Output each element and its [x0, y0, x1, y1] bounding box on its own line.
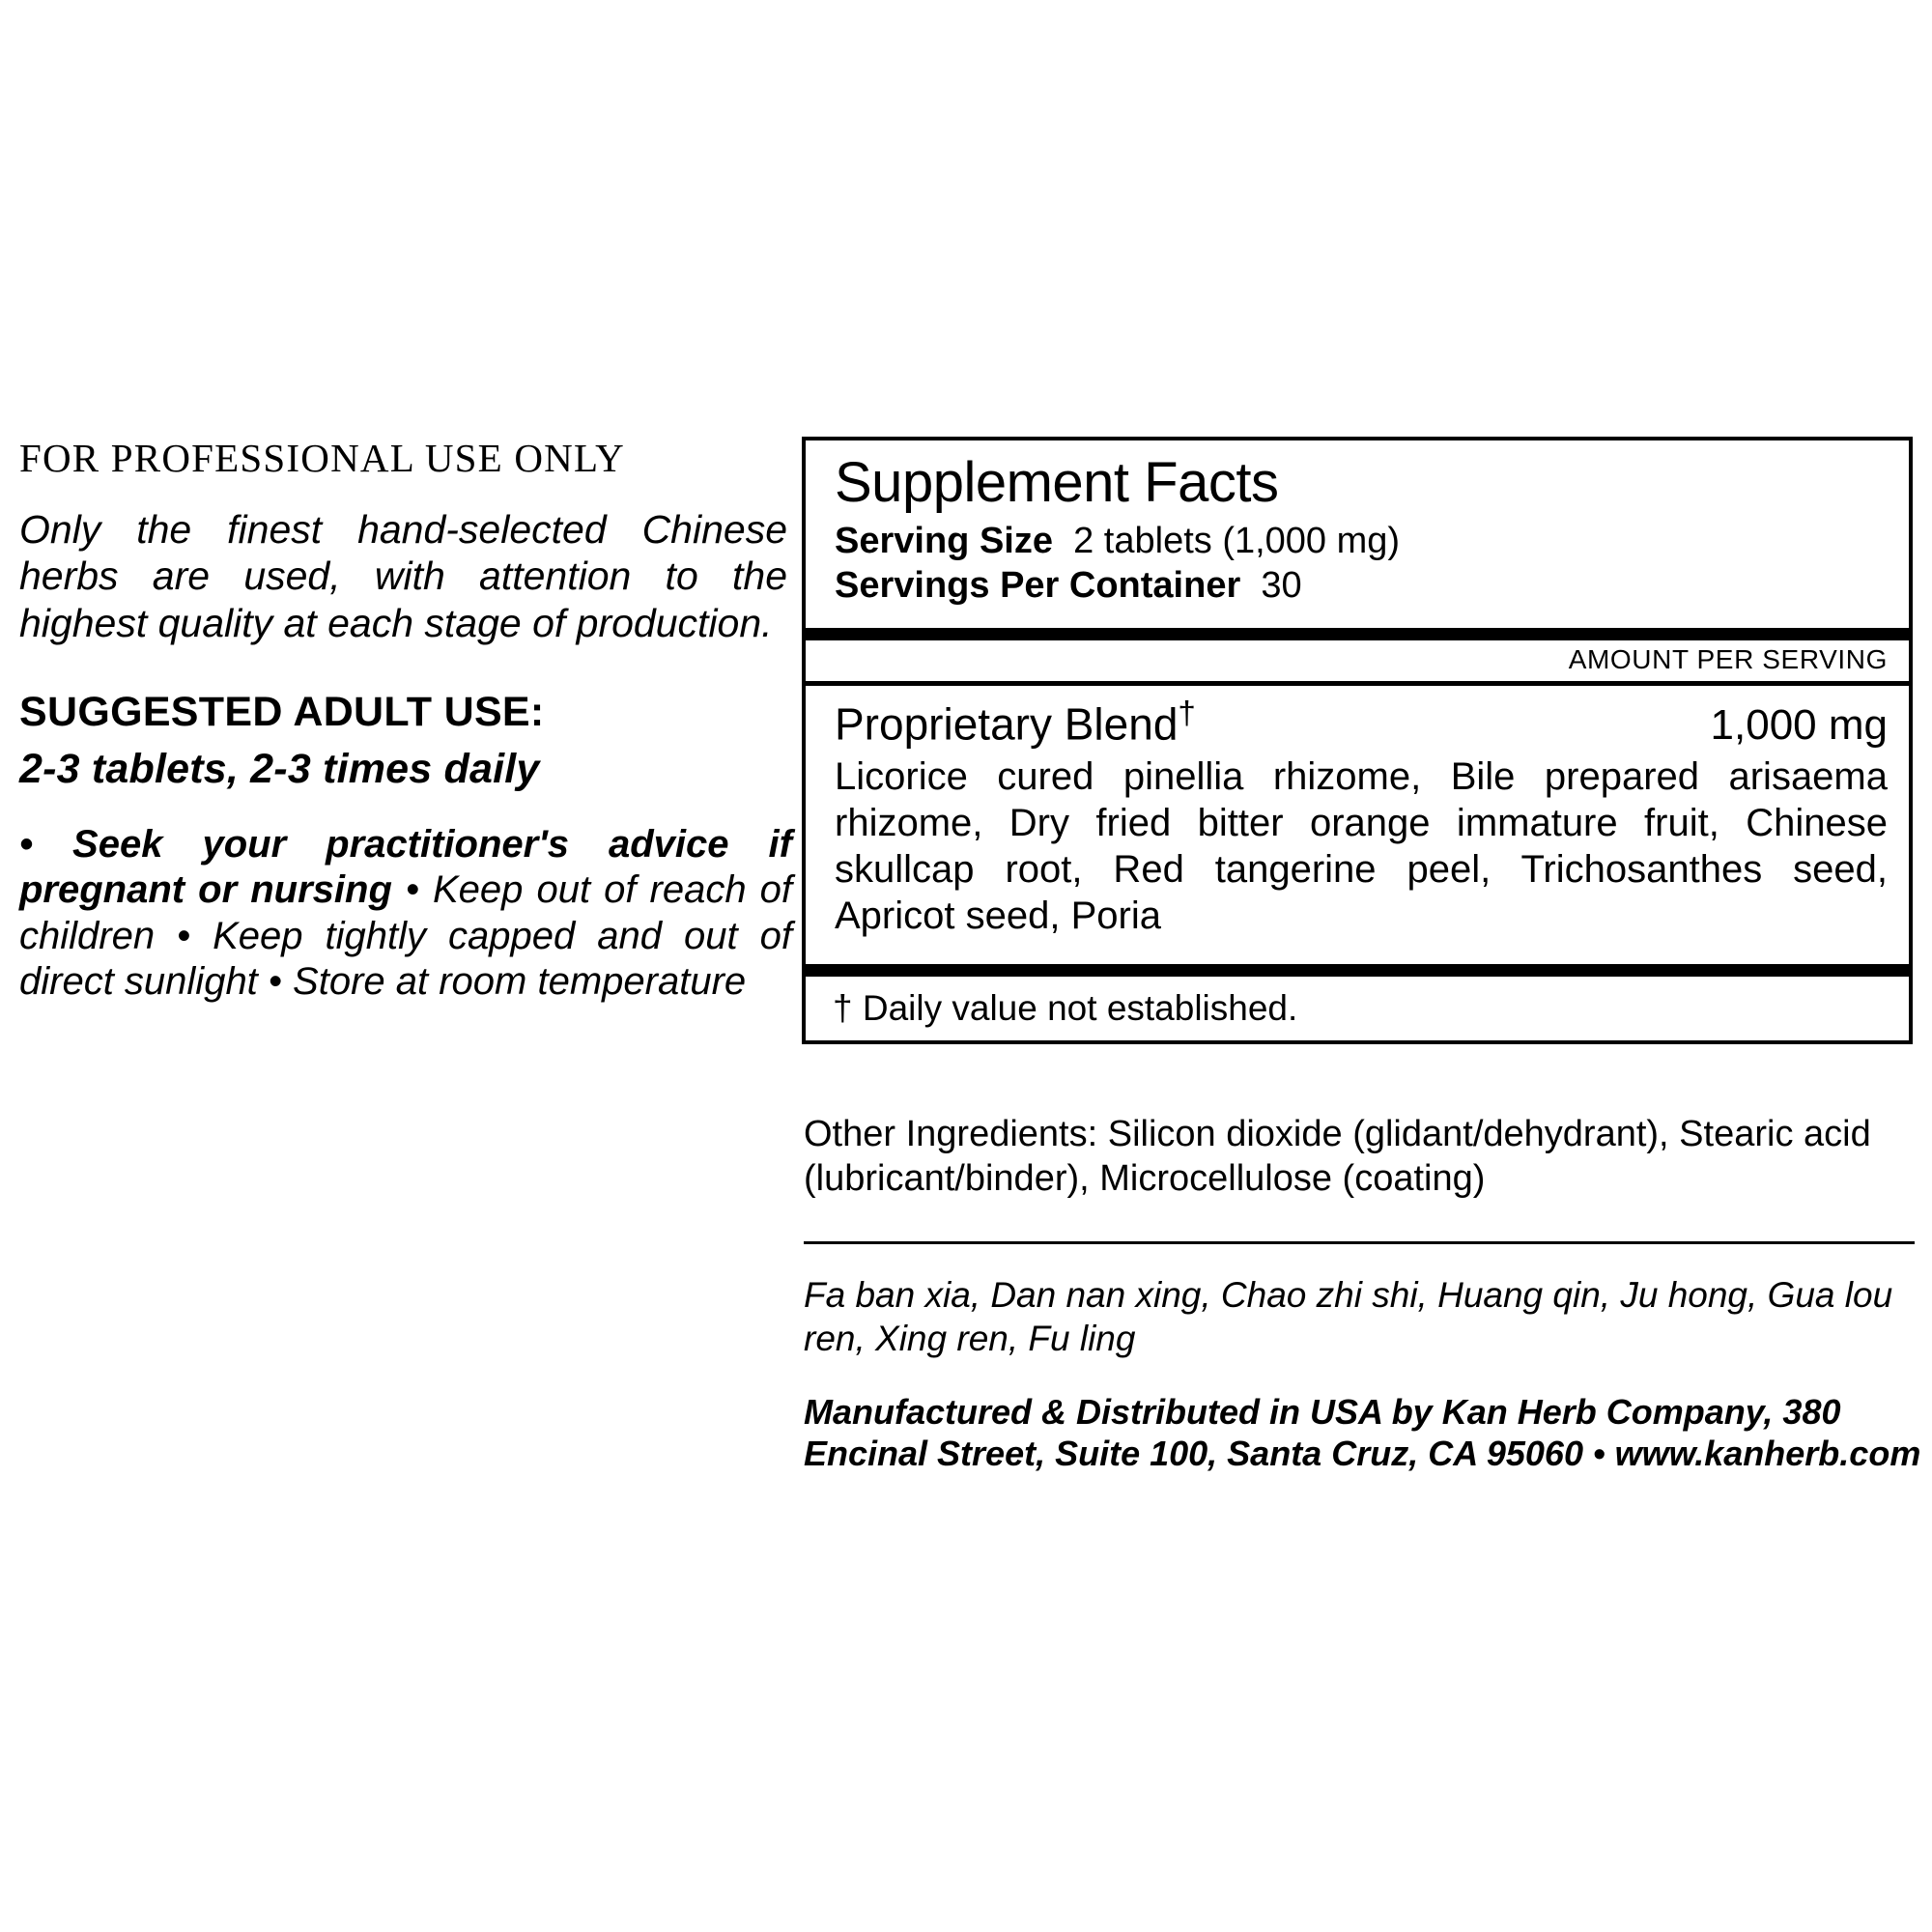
servings-per-container-row — [835, 563, 1888, 608]
warnings-paragraph — [19, 822, 792, 1005]
quality-paragraph: Only the finest hand-selected Chinese herbs are used, with attention to the highest quality at each stage of production. — [19, 507, 787, 645]
manufacturer-info: Manufactured & Distributed in USA by Kan Herb Company, 380 Encinal Street, Suite 100, Santa Cruz, CA 95060 • www.kanherb.com — [804, 1392, 1921, 1474]
daily-value-note: † Daily value not established. — [833, 987, 1298, 1028]
dagger-symbol: † — [1178, 695, 1196, 731]
proprietary-blend-name-wrap — [835, 696, 1196, 750]
supplement-facts-header — [806, 440, 1909, 618]
proprietary-blend-ingredients: Licorice cured pinellia rhizome, Bile prepared arisaema rhizome, Dry fried bitter orange immature fruit, Chinese skullcap root, Red tangerine peel, Trichosanthes seed, Apricot seed, Poria — [835, 754, 1888, 937]
warnings-bold-lead: • Seek your practitioner's advice if pregnant or nursing — [19, 823, 792, 912]
left-information-column — [19, 435, 792, 1005]
amount-per-serving-header: AMOUNT PER SERVING — [1568, 643, 1888, 674]
suggested-use-heading: SUGGESTED ADULT USE: — [19, 689, 545, 736]
serving-size-value: 2 tablets (1,000 mg) — [1073, 520, 1401, 561]
section-divider — [804, 1241, 1915, 1244]
supplement-facts-title: Supplement Facts — [835, 451, 1279, 514]
proprietary-blend-row — [806, 686, 1909, 750]
proprietary-blend-name: Proprietary Blend — [835, 697, 1179, 749]
proprietary-blend-amount: 1,000 mg — [1710, 700, 1888, 749]
divider-thick-top — [806, 628, 1909, 640]
serving-size-label: Serving Size — [835, 520, 1053, 561]
suggested-use-dose: 2-3 tablets, 2-3 times daily — [19, 746, 540, 793]
divider-thick-bottom — [806, 964, 1909, 977]
pinyin-herb-names: Fa ban xia, Dan nan xing, Chao zhi shi, Huang qin, Ju hong, Gua lou ren, Xing ren, Fu ling — [804, 1275, 1893, 1359]
serving-size-row — [835, 519, 1888, 563]
supplement-facts-panel — [802, 437, 1913, 1044]
servings-per-container-value: 30 — [1261, 565, 1302, 607]
other-ingredients-text: Other Ingredients: Silicon dioxide (glidant/dehydrant), Stearic acid (lubricant/binder), Microcellulose (coating) — [804, 1114, 1871, 1199]
servings-per-container-label: Servings Per Container — [835, 565, 1241, 607]
warnings-rest: • Keep out of reach of children • Keep tightly capped and out of direct sunlight • Store at room temperature — [19, 868, 793, 1003]
professional-use-heading: FOR PROFESSIONAL USE ONLY — [19, 436, 625, 480]
